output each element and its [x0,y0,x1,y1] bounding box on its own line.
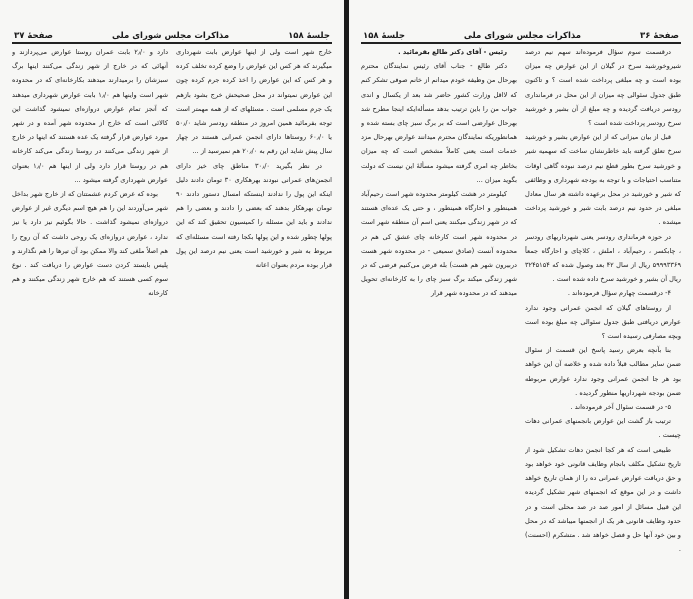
left-page-column-right [176,45,332,593]
question-heading: ۴- درقسمت چهارم سؤال فرموده‌اند . [567,289,671,298]
paragraph: دکتر طالع - جناب آقای رئیس نمایندگان محترم بهرحال من وظیفه خودم میدانم از خانم صوفی تشکر کنم که لااقل وزارت کشور حاضر شد بعد از یکسال و اندی جواب من را باین ترتیب بدهد مسأله‌ایکه اینجا مطرح شد بهرحال عوارضی است که بر برگ سبز چای بسته شده و همانطوریکه نمایندگان محترم میدانند عوارض بهرحال مزد خدمات است یعنی کاملاً مشخص است که چه میزان بخاطر چه امری گرفته میشود مسألهٔ این نیست که دولت بگوید میزان ... [361,62,517,184]
paragraph: قبل از بیان میزانی که از این عوارض بشیر و خورشید سرخ تعلق گرفته باید خاطرنشان ساخت که سهمیه شیر و خورشید سرخ بطور قطع نیم درصد نبوده گاهی اوقات متناسب احتیاجات و با توجه به بودجه شهرداری و وظائفی که شیر و خورشید در محل برعهده داشته هر سال معادل مبلغی در حدود نیم درصد بابت شیر و خورشید پرداخت میشده . [525,133,681,227]
right-page-header [363,27,679,41]
left-page [0,0,344,599]
paragraph: خارج شهر است ولی از اینها عوارض بابت شهرداری میگیرند که هر کس این عوارض را وضع کرده تخلف کرده و هر کس که این عوارض را اخذ کرده جرم کرده چون این عوارض نمیتواند در محل صحیحش خرج بشود بازهم یک جرم مسلمی است . مسئلهای که از همه مهمتر است توجه بفرمائید همین امروز در منطقه رودسر شاید ۵۰٫/۰ یا ۶۰٫/۰ روستاها دارای انجمن عمرانی هستند در چهار سال پیش شاید این رقم به ۲۰٫/۰ هم نمیرسید از ... [176,48,332,156]
paragraph: درقسمت سوم سؤال فرموده‌اند سهم نیم درصد شیروخورشید سرخ در گیلان از این عوارض چه میزان بوده است و چه مبلغی پرداخت شده است ؟ و تاکنون طبق جدول سئوالی چه میزان از این محل در فرمانداری رودسر دریافت گردیده و چه مبلغ از آن بشیر و خورشید سرخ رودسر پرداخت شده است ؟ [525,48,681,128]
paragraph: دارد و ۲٫/۰ بابت عمران روستا عوارض می‌پردازند و آنهائی که در خارج از شهر زندگی می‌کنند اینها برگ سبزشان را برمیدارند میدهند بکارخانه‌ای که در محدوده شهر است واینها هم ۱٫/۰ بابت عوارض شهرداری میدهند که آنجز تمام عوارض دروازه‌ای نمیشود گذاشت این کالائی است که خارج از محدوده شهر آمده و در شهر مورد عوارض قرار گرفته یک عده هستند که اینها در خارج از شهر زندگی می‌کنند در روستا زندگی می‌کند کارخانه هم در روستا قرار دارد ولی از اینها هم ۱٫/۰ بعنوان عوارض شهرداری گرفته میشود ... [12,48,168,184]
left-session-label: جلسهٔ ۱۵۸ [288,31,330,41]
left-page-column-left [12,45,168,593]
paragraph: در نظر بگیرید ۳۰٫/۰ مناطق چای خیز دارای انجمن‌های عمرانی نبودند بهرهکاری ۳۰ تومان دادند دلیل اینکه این پول را ندادند اینستکه امسال دستور دادند ۹۰ تومان بهرهکار بدهند که بعضی را دادند و بعضی را هم ندادند و باید این مسئله را کمیسیون تحقیق کند که این پولها چطور شده و این پولها بکجا رفته است مسئله‌ای که مربوط به شیر و خورشید است یعنی نیم درصد این پول قرار بوده مردم بعنوان اعانه [176,161,332,270]
right-session-label: جلسهٔ ۱۵۸ [363,31,405,41]
paragraph: در حوزه فرمانداری رودسر یعنی شهرداریهای رودسر ، چابکسر ، رحیم‌آباد ، املش ، کلاچای و احارگاه جمعاً ۵۹۹۹۳۳۶۹ ریال از سال ۴۲ بعد وصول شده که ۳۲۴۵۱۵۴ ریال آن بشیر و خورشید سرخ داده شده است . [525,232,681,284]
right-page-column-right [525,45,681,593]
right-page-column-left [361,45,517,593]
left-page-columns [12,45,332,593]
right-header-rule [361,42,681,44]
paragraph: بوده که عرض کردم عشمتتان که از خارج شهر بداخل شهر می‌آوردند این را هم هیچ اسم دیگری غیر از عوارض دروازه‌ای نمیشود گذاشت . حالا بگوئیم نیز دارد یا نیز ندارد ، عوارض دروازه‌ای یک روحی داشت که آن روح را هم اصلاً ملغی کند والا ممکن بود آن تیرها را هم نگذارند و پلیس بایستد کردن دست عوارض را دریافت کند . نوع سوم کسی هستند که هم خارج شهر زندگی میکنند و هم کارخانه [12,190,168,298]
paragraph: طبیعی است که هر کجا انجمن دهات تشکیل شود از تاریخ تشکیل مکلف بانجام وظایف قانونی خود خواهد بود و حق دریافت عوارض عمرانی ده را از همان تاریخ خواهد داشت و در این موقع که انجمنهای شهر تشکیل گردیده این قبیل مسائل از امور صد در صد محلی است و در حدود وظایف قانونی هر یک از انجمنها میباشد که در محل و بین خود آنها حل و فصل خواهد شد . متشکرم (احسنت) . [525,445,681,554]
paragraph: از روستاهای گیلان که انجمن عمرانی وجود ندارد عوارض دریافتی طبق جدول سئوالی چه مبلغ بوده است وبچه مصارفی رسیده است ؟ [525,303,681,341]
right-page [349,0,693,599]
left-header-rule [12,42,332,44]
left-page-header [14,27,330,41]
speaker-line: رئیس - آقای دکتر طالع بفرمائید . [398,48,507,56]
left-page-number: صفحهٔ ۳۷ [14,31,53,41]
right-page-columns [361,45,681,593]
paragraph: بنا بآنچه بعرض رسید پاسخ این قسمت از سئوال ضمن سایر مطالب قبلاً داده شده و خلاصه آن این خواهد بود هر جا انجمن عمرانی وجود ندارد عوارض مربوطه ضمن بودجه شهرداریها منظور گردیده . [525,346,681,397]
right-page-number: صفحهٔ ۳۶ [640,31,679,41]
left-running-title: مذاکرات مجلس شورای ملی [111,31,230,41]
right-running-title: مذاکرات مجلس شورای ملی [463,31,582,41]
paragraph: کیلومتر در هشت کیلومتر محدوده شهر است رحیم‌آباد همینطور و احارگاه همینطور ، و حتی یک عده‌ای هستند که در شهر زندگی میکنند یعنی اسم آن منطقه شهر است در محدوده شهر است کارخانه چای عشق کی هم در محدوده آنست (صادق سمیعی - در محدوده شهر هست دربیرون شهر هم هست) بله فرض می‌کنیم فرضی که در شهر زندگی میکند برگ سبز چای را به کارخانه‌ای تحویل میدهند که در محدوده شهر قرار [361,190,517,298]
paragraph: ترتیب باز گشت این عوارض بانجمنهای عمرانی دهات چیست . [525,417,681,440]
question-heading: ۵- در قسمت سئوال آخر فرموده‌اند . [570,403,671,412]
